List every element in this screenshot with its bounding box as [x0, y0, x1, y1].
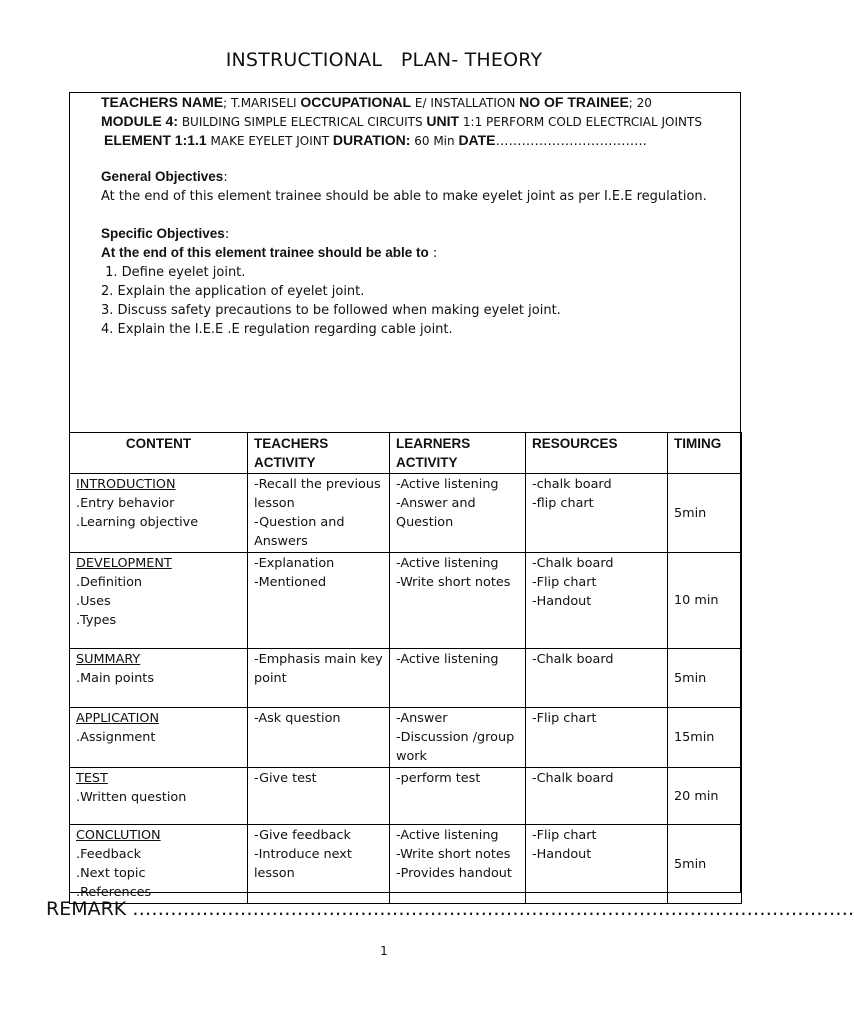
table-row	[70, 649, 742, 708]
timing-cell	[668, 649, 742, 708]
resources-cell	[526, 768, 668, 825]
content-item: .Main points	[76, 671, 154, 686]
teacher-activity-item: -Mentioned	[254, 575, 327, 590]
timing-cell	[668, 708, 742, 768]
content-item: .Next topic	[76, 866, 146, 881]
column-header-teachers-activity: TEACHERS ACTIVITY	[248, 433, 390, 474]
general-objectives-heading	[101, 168, 228, 187]
plan-frame	[69, 92, 741, 900]
learner-activity-item: -perform test	[396, 771, 481, 786]
resource-item: -chalk board	[532, 477, 612, 492]
column-header-learners-activity: LEARNERS ACTIVITY	[390, 433, 526, 474]
content-item: .Uses	[76, 594, 111, 609]
content-cell	[70, 649, 248, 708]
resource-item: -Chalk board	[532, 556, 614, 571]
learner-activity-item: -Active listening	[396, 556, 499, 571]
learners-activity-cell	[390, 649, 526, 708]
specific-objectives-intro-colon: :	[428, 246, 438, 261]
teachers-activity-cell	[248, 768, 390, 825]
page-number: 1	[380, 944, 388, 958]
occupational-value: E/ INSTALLATION	[411, 96, 520, 110]
resource-item: -Flip chart	[532, 575, 597, 590]
section-heading: INTRODUCTION	[76, 477, 176, 492]
table-header-row	[70, 433, 742, 474]
resources-cell	[526, 649, 668, 708]
resource-item: -Chalk board	[532, 652, 614, 667]
column-header-resources: RESOURCES	[526, 433, 668, 474]
content-item: .Types	[76, 613, 117, 628]
teacher-activity-item: -Emphasis main key point	[254, 652, 383, 686]
section-heading: TEST	[76, 771, 108, 786]
content-item: .Entry behavior	[76, 496, 175, 511]
learners-activity-cell	[390, 768, 526, 825]
timing-cell	[668, 768, 742, 825]
content-item: .Feedback	[76, 847, 142, 862]
resource-item: -Handout	[532, 847, 592, 862]
content-cell	[70, 553, 248, 649]
resources-cell	[526, 708, 668, 768]
specific-objectives-intro	[101, 244, 437, 263]
table-row	[70, 553, 742, 649]
learner-activity-item: -Discussion /group work	[396, 730, 515, 764]
occupational-label: OCCUPATIONAL	[300, 94, 412, 110]
resource-item: -flip chart	[532, 496, 594, 511]
content-item: .Written question	[76, 790, 187, 805]
learner-activity-item: -Answer and Question	[396, 496, 476, 530]
teacher-activity-item: -Question and Answers	[254, 515, 345, 549]
specific-objectives-label: Specific Objectives	[101, 226, 225, 241]
date-value: ……………………………..	[495, 134, 647, 149]
general-objectives-colon: :	[223, 170, 228, 185]
column-header-timing: TIMING	[668, 433, 742, 474]
column-header-content: CONTENT	[70, 433, 248, 474]
learner-activity-item: -Active listening	[396, 828, 499, 843]
learners-activity-cell	[390, 825, 526, 904]
teacher-activity-item: -Introduce next lesson	[254, 847, 352, 881]
module-label: MODULE 4:	[101, 113, 178, 129]
element-label: ELEMENT 1:1.1	[104, 132, 207, 148]
unit-label: UNIT	[426, 113, 460, 129]
duration-value: 60 Min	[410, 134, 459, 148]
table-row	[70, 474, 742, 553]
learner-activity-item: -Active listening	[396, 652, 499, 667]
learner-activity-item: -Write short notes	[396, 575, 511, 590]
teachers-activity-cell	[248, 708, 390, 768]
section-heading: APPLICATION	[76, 711, 160, 726]
timing-value: 20 min	[674, 788, 719, 804]
timing-cell	[668, 474, 742, 553]
table-row	[70, 825, 742, 904]
learners-activity-cell	[390, 474, 526, 553]
timing-value: 5min	[674, 856, 707, 872]
learners-activity-cell	[390, 708, 526, 768]
teacher-activity-item: -Ask question	[254, 711, 341, 726]
element-value: MAKE EYELET JOINT	[206, 134, 333, 148]
teacher-activity-item: -Recall the previous lesson	[254, 477, 381, 511]
teacher-activity-item: -Give feedback	[254, 828, 351, 843]
learner-activity-item: -Answer	[396, 711, 448, 726]
plan-header	[70, 93, 740, 433]
teachers-name-label: TEACHERS NAME	[101, 94, 224, 110]
specific-objectives-intro-text: At the end of this element trainee should be able to	[101, 245, 429, 260]
document-title: INSTRUCTIONAL PLAN- THEORY	[225, 49, 543, 71]
teachers-activity-cell	[248, 553, 390, 649]
resource-item: -Chalk board	[532, 771, 614, 786]
specific-objectives-heading	[101, 225, 229, 244]
teachers-name-value: ; T.MARISELI	[223, 96, 301, 110]
trainee-count-label: NO OF TRAINEE	[519, 94, 629, 110]
content-cell	[70, 768, 248, 825]
teachers-activity-cell	[248, 649, 390, 708]
specific-objectives-colon: :	[224, 227, 230, 242]
objective-item: 2. Explain the application of eyelet joint.	[101, 284, 365, 299]
timing-value: 5min	[674, 670, 707, 686]
remark-line: REMARK ……………………………………………………………………………………………………	[46, 898, 854, 920]
table-row	[70, 768, 742, 825]
timing-cell	[668, 553, 742, 649]
learner-activity-item: -Provides handout	[396, 866, 512, 881]
content-cell	[70, 708, 248, 768]
header-line-3	[104, 131, 647, 151]
section-heading: DEVELOPMENT	[76, 556, 172, 571]
teacher-activity-item: -Give test	[254, 771, 317, 786]
resource-item: -Flip chart	[532, 828, 597, 843]
content-cell	[70, 825, 248, 904]
general-objectives-label: General Objectives	[101, 169, 224, 184]
timing-value: 5min	[674, 505, 707, 521]
resources-cell	[526, 825, 668, 904]
unit-value: 1:1 PERFORM COLD ELECTRCIAL JOINTS	[459, 115, 702, 129]
resource-item: -Flip chart	[532, 711, 597, 726]
objective-item: 4. Explain the I.E.E .E regulation regarding cable joint.	[101, 322, 453, 337]
trainee-count-value: ; 20	[628, 96, 652, 110]
module-value: BUILDING SIMPLE ELECTRICAL CIRCUITS	[178, 115, 427, 129]
learner-activity-item: -Active listening	[396, 477, 499, 492]
section-heading: CONCLUTION	[76, 828, 161, 843]
header-line-1	[101, 93, 652, 113]
content-item: .Learning objective	[76, 515, 199, 530]
header-line-2	[101, 112, 702, 132]
table-row	[70, 708, 742, 768]
learner-activity-item: -Write short notes	[396, 847, 511, 862]
teachers-activity-cell	[248, 474, 390, 553]
section-heading: SUMMARY	[76, 652, 141, 667]
resource-item: -Handout	[532, 594, 592, 609]
learners-activity-cell	[390, 553, 526, 649]
duration-label: DURATION:	[332, 132, 411, 148]
content-item: .Assignment	[76, 730, 156, 745]
content-item: .Definition	[76, 575, 143, 590]
resources-cell	[526, 474, 668, 553]
timing-value: 15min	[674, 730, 715, 745]
objective-item: 1. Define eyelet joint.	[101, 265, 246, 280]
content-item: .References	[76, 885, 152, 900]
teacher-activity-item: -Explanation	[254, 556, 335, 571]
timing-value: 10 min	[674, 593, 719, 608]
content-cell	[70, 474, 248, 553]
teachers-activity-cell	[248, 825, 390, 904]
objective-item: 3. Discuss safety precautions to be followed when making eyelet joint.	[101, 303, 561, 318]
lesson-table	[69, 432, 742, 904]
resources-cell	[526, 553, 668, 649]
general-objectives-text: At the end of this element trainee should be able to make eyelet joint as per I.E.E regulation.	[101, 189, 707, 204]
date-label: DATE	[458, 132, 496, 148]
table-body	[70, 474, 742, 904]
timing-cell	[668, 825, 742, 904]
